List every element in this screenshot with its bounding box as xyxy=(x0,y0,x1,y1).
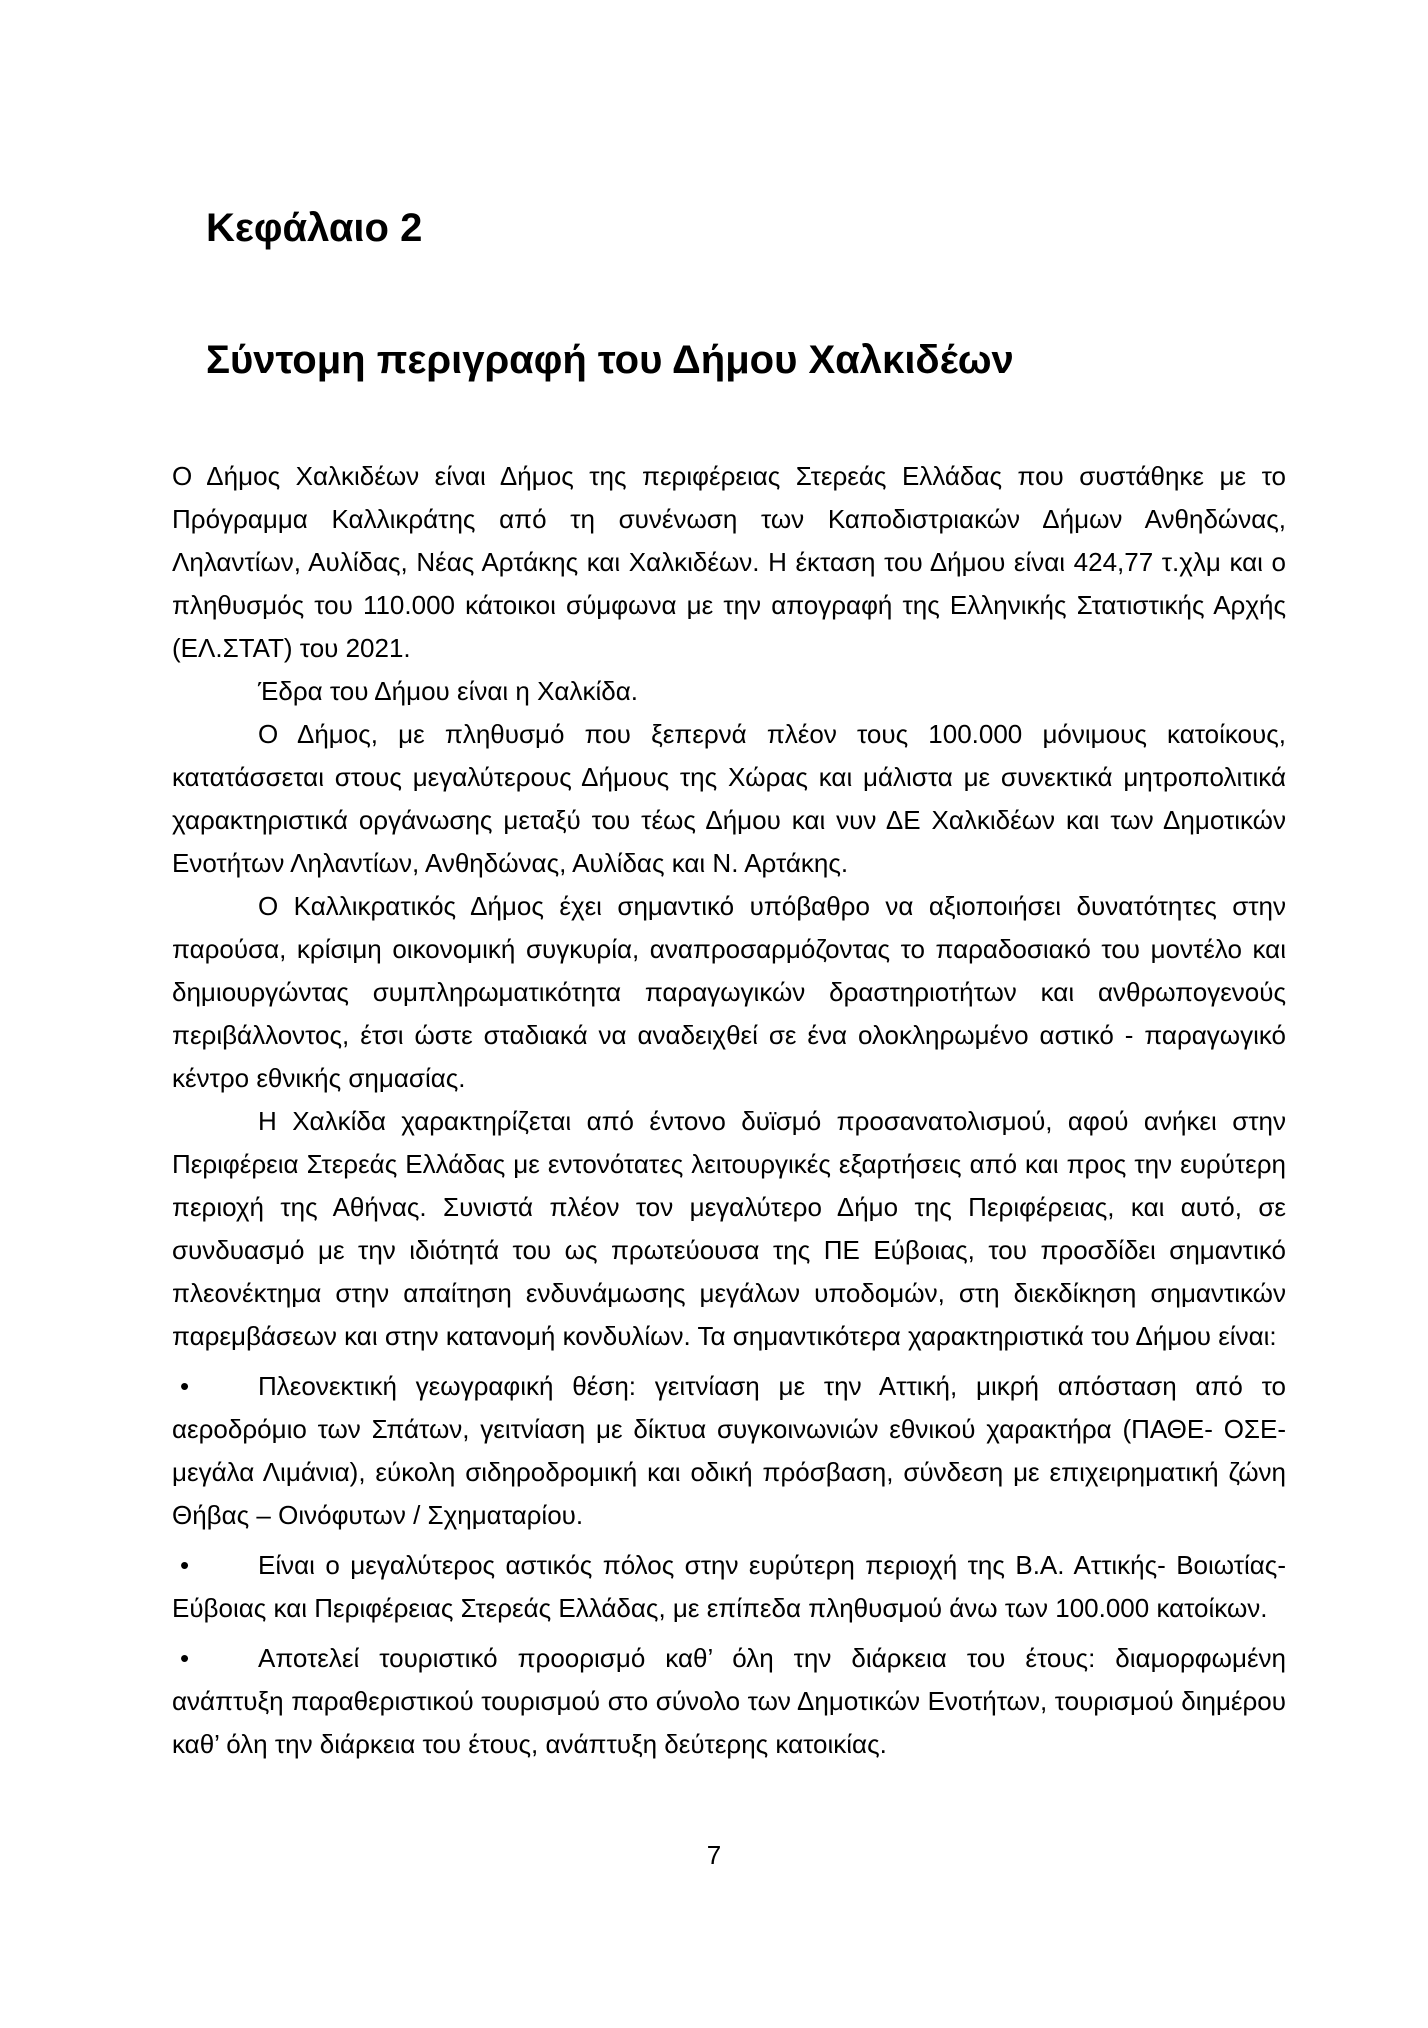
paragraph-chalkida: Η Χαλκίδα χαρακτηρίζεται από έντονο δυϊσμό προσανατολισμού, αφού ανήκει στην Περιφέρεια Στερεάς Ελλάδας με εντονότατες λειτουργικές εξαρτήσεις από και προς την ευρύτερη περιοχή της Αθήνας. Συνιστά πλέον τον μεγαλύτερο Δήμο της Περιφέρειας, και αυτό, σε συνδυασμό με την ιδιότητά του ως πρωτεύουσα της ΠΕ Εύβοιας, του προσδίδει σημαντικό πλεονέκτημα στην απαίτηση ενδυνάμωσης μεγάλων υποδομών, στη διεκδίκηση σημαντικών παρεμβάσεων και στην κατανομή κονδυλίων. Τα σημαντικότερα χαρακτηριστικά του Δήμου είναι: xyxy=(172,1106,1286,1351)
chapter-heading: Κεφάλαιο 2 xyxy=(206,206,423,250)
body-text xyxy=(172,455,1286,1773)
features-list xyxy=(172,1365,1286,1766)
bullet-icon: • xyxy=(180,1371,190,1401)
bullet-icon: • xyxy=(180,1550,190,1580)
list-item-text: Αποτελεί τουριστικό προορισμό καθ’ όλη την διάρκεια του έτους: διαμορφωμένη ανάπτυξη παραθεριστικού τουρισμού στο σύνολο των Δημοτικών Ενοτήτων, τουρισμού διημέρου καθ’ όλη την διάρκεια του έτους, ανάπτυξη δεύτερης κατοικίας. xyxy=(172,1643,1286,1759)
paragraph-kallikratis: Ο Καλλικρατικός Δήμος έχει σημαντικό υπόβαθρο να αξιοποιήσει δυνατότητες στην παρούσα, κρίσιμη οικονομική συγκυρία, αναπροσαρμόζοντας το παραδοσιακό του μοντέλο και δημιουργώντας συμπληρωματικότητα παραγωγικών δραστηριοτήτων και ανθρωπογενούς περιβάλλοντος, έτσι ώστε σταδιακά να αναδειχθεί σε ένα ολοκληρωμένο αστικό - παραγωγικό κέντρο εθνικής σημασίας. xyxy=(172,891,1286,1093)
list-item xyxy=(172,1365,1286,1537)
paragraph-intro: Ο Δήμος Χαλκιδέων είναι Δήμος της περιφέρειας Στερεάς Ελλάδας που συστάθηκε με το Πρόγραμμα Καλλικράτης από τη συνένωση των Καποδιστριακών Δήμων Ανθηδώνας, Ληλαντίων, Αυλίδας, Νέας Αρτάκης και Χαλκιδέων. Η έκταση του Δήμου είναι 424,77 τ.χλμ και ο πληθυσμός του 110.000 κάτοικοι σύμφωνα με την απογραφή της Ελληνικής Στατιστικής Αρχής (ΕΛ.ΣΤΑΤ) του 2021. xyxy=(172,461,1286,663)
list-item-text: Πλεονεκτική γεωγραφική θέση: γειτνίαση με την Αττική, μικρή απόσταση από το αεροδρόμιο των Σπάτων, γειτνίαση με δίκτυα συγκοινωνιών εθνικού χαρακτήρα (ΠΑΘΕ- ΟΣΕ- μεγάλα Λιμάνια), εύκολη σιδηροδρομική και οδική πρόσβαση, σύνδεση με επιχειρηματική ζώνη Θήβας – Οινόφυτων / Σχηματαρίου. xyxy=(172,1371,1286,1530)
list-item xyxy=(172,1637,1286,1766)
paragraph-population: Ο Δήμος, με πληθυσμό που ξεπερνά πλέον τους 100.000 μόνιμους κατοίκους, κατατάσσεται στους μεγαλύτερους Δήμους της Χώρας και μάλιστα με συνεκτικά μητροπολιτικά χαρακτηριστικά οργάνωσης μεταξύ του τέως Δήμου και νυν ΔΕ Χαλκιδέων και των Δημοτικών Ενοτήτων Ληλαντίων, Ανθηδώνας, Αυλίδας και Ν. Αρτάκης. xyxy=(172,719,1286,878)
bullet-icon: • xyxy=(180,1643,190,1673)
list-item xyxy=(172,1544,1286,1630)
paragraph-seat: Έδρα του Δήμου είναι η Χαλκίδα. xyxy=(258,676,638,706)
page-number: 7 xyxy=(706,1840,722,1870)
section-title: Σύντομη περιγραφή του Δήμου Χαλκιδέων xyxy=(206,338,1014,382)
list-item-text: Είναι ο μεγαλύτερος αστικός πόλος στην ευρύτερη περιοχή της Β.Α. Αττικής- Βοιωτίας- Εύβοιας και Περιφέρειας Στερεάς Ελλάδας, με επίπεδα πληθυσμού άνω των 100.000 κατοίκων. xyxy=(172,1550,1286,1623)
